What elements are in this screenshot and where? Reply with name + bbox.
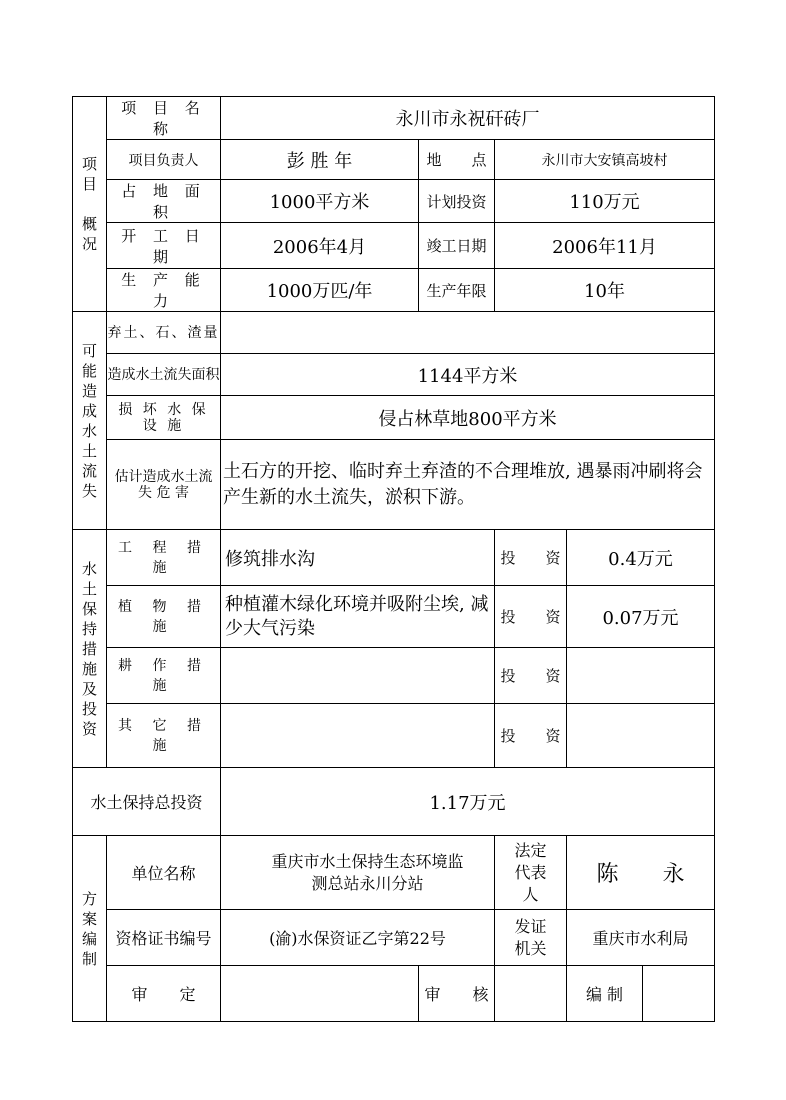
production-years-label: 生产年限 (419, 269, 495, 312)
measure-invest-label: 投 资 (495, 704, 567, 768)
start-date-label: 开 工 日 期 (107, 223, 221, 269)
hazard-label: 估计造成水土流 失 危 害 (107, 440, 221, 530)
total-invest-value: 1.17万元 (221, 768, 715, 836)
measure-invest-label: 投 资 (495, 530, 567, 586)
hazard-value: 土石方的开挖、临时弃土弃渣的不合理堆放, 遇暴雨冲刷将会产生新的水土流失，淤积下游。 (221, 440, 715, 530)
finish-date-label: 竣工日期 (419, 223, 495, 269)
production-years-value: 10年 (495, 269, 715, 312)
overview-section-label: 项 目 概 况 (73, 97, 107, 312)
capacity-label: 生 产 能 力 (107, 269, 221, 312)
finish-date-value: 2006年11月 (495, 223, 715, 269)
measures-section-label: 水 土 保 持 措 施 及 投 资 (73, 530, 107, 768)
loss-area-value: 1144平方米 (221, 354, 715, 396)
facility-value: 侵占林草地800平方米 (221, 396, 715, 440)
measure-label: 工 程 措 施 (107, 530, 221, 586)
area-value: 1000平方米 (221, 180, 419, 223)
measure-desc (221, 704, 495, 768)
loss-area-label: 造成水土流失面积 (107, 354, 221, 396)
plan-section-label: 方 案 编 制 (73, 836, 107, 1022)
measure-label: 耕 作 措 施 (107, 648, 221, 704)
compile-value (643, 966, 715, 1022)
cert-label: 资格证书编号 (107, 910, 221, 966)
rep-value: 陈 永 (567, 836, 715, 910)
location-label: 地 点 (419, 140, 495, 180)
measure-invest-value: 0.4万元 (567, 530, 715, 586)
compile-label: 编 制 (567, 966, 643, 1022)
unit-value: 重庆市水土保持生态环境监测总站永川分站 (221, 836, 495, 910)
measure-invest-label: 投 资 (495, 648, 567, 704)
measure-invest-value (567, 704, 715, 768)
rep-label: 法定代表人 (495, 836, 567, 910)
measure-label: 植 物 措 施 (107, 586, 221, 648)
measure-desc: 修筑排水沟 (221, 530, 495, 586)
plan-invest-label: 计划投资 (419, 180, 495, 223)
manager-value: 彭 胜 年 (221, 140, 419, 180)
project-name-label: 项 目 名 称 (107, 97, 221, 140)
facility-label: 损 坏 水 保 设 施 (107, 396, 221, 440)
issuer-value: 重庆市水利局 (567, 910, 715, 966)
approve-value (221, 966, 419, 1022)
plan-invest-value: 110万元 (495, 180, 715, 223)
waste-value (221, 312, 715, 354)
measure-invest-value (567, 648, 715, 704)
review-label: 审 核 (419, 966, 495, 1022)
manager-label: 项目负责人 (107, 140, 221, 180)
start-date-value: 2006年4月 (221, 223, 419, 269)
measure-invest-label: 投 资 (495, 586, 567, 648)
cert-value: (渝)水保资证乙字第22号 (221, 910, 495, 966)
issuer-label: 发证机关 (495, 910, 567, 966)
measure-desc: 种植灌木绿化环境并吸附尘埃, 减少大气污染 (221, 586, 495, 648)
approve-label: 审 定 (107, 966, 221, 1022)
loss-section-label: 可 能 造 成 水 土 流 失 (73, 312, 107, 530)
project-name-value: 永川市永祝矸砖厂 (221, 97, 715, 140)
project-form-table (72, 96, 715, 1022)
measure-invest-value: 0.07万元 (567, 586, 715, 648)
location-value: 永川市大安镇高坡村 (495, 140, 715, 180)
unit-label: 单位名称 (107, 836, 221, 910)
measure-desc (221, 648, 495, 704)
review-value (495, 966, 567, 1022)
capacity-value: 1000万匹/年 (221, 269, 419, 312)
area-label: 占 地 面 积 (107, 180, 221, 223)
total-invest-label: 水土保持总投资 (73, 768, 221, 836)
waste-label: 弃土、石、渣量 (107, 312, 221, 354)
measure-label: 其 它 措 施 (107, 704, 221, 768)
